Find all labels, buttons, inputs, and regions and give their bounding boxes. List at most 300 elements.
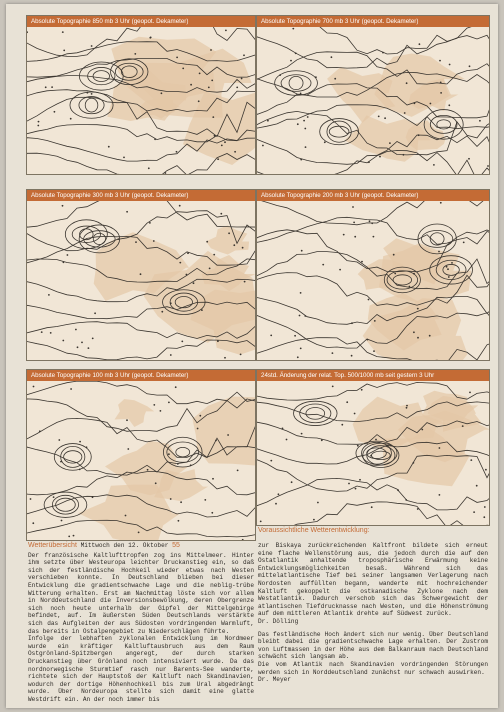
station-marker	[294, 335, 296, 337]
station-marker	[155, 482, 157, 484]
station-marker	[397, 489, 399, 491]
station-marker	[353, 222, 355, 224]
station-marker	[413, 462, 415, 464]
pressure-center-contour	[300, 404, 331, 423]
station-marker	[447, 268, 449, 270]
station-marker	[313, 519, 315, 521]
pressure-center-contour	[44, 492, 87, 517]
station-marker	[417, 308, 419, 310]
station-marker	[406, 405, 408, 407]
station-marker	[305, 146, 307, 148]
station-marker	[297, 123, 299, 125]
station-marker	[291, 481, 293, 483]
forecast-block	[258, 527, 488, 535]
landmass-shape	[206, 226, 249, 255]
station-marker	[242, 247, 244, 249]
station-marker	[468, 158, 470, 160]
station-marker	[62, 205, 64, 207]
station-marker	[197, 428, 199, 430]
station-marker	[206, 241, 208, 243]
overview-day: Mittwoch	[80, 542, 110, 549]
station-marker	[369, 220, 371, 222]
overview-date: 12. Oktober	[128, 542, 169, 549]
station-marker	[179, 205, 181, 207]
station-marker	[304, 315, 306, 317]
station-marker	[242, 539, 244, 540]
pressure-center-contour	[329, 126, 349, 137]
pressure-center-contour	[85, 98, 98, 112]
station-marker	[38, 121, 40, 123]
station-marker	[176, 151, 178, 153]
station-marker	[70, 388, 72, 390]
station-marker	[91, 45, 93, 47]
station-marker	[212, 478, 214, 480]
station-marker	[92, 496, 94, 498]
pressure-center-contour	[327, 121, 351, 142]
station-marker	[30, 498, 32, 500]
station-marker	[351, 322, 353, 324]
station-marker	[79, 441, 81, 443]
station-marker	[393, 254, 395, 256]
overview-paragraph-2: Infolge der lebhaften zyklonalen Entwicklung im Nordmeer wurde ein kräftiger Kaltluftausbruch aus dem Raum Ostgrönland-Spitzbergen angeregt, der durch starken Druckanstieg über Grönland noch intensiviert wurde. Da das nordnorwegische Sturmtief rasch nur Barents-See wanderte, richtete sich der Hauptstoß der Kaltluft nach Skandinavien, wodurch der dortige Höhenhochkeil bis zum Ural abgedrängt wurde. Über Nordeuropa stellte sich damit eine glatte Westdrift ein. An der noch immer bis	[28, 635, 254, 703]
station-marker	[355, 488, 357, 490]
station-marker	[75, 329, 77, 331]
station-marker	[290, 60, 292, 62]
station-marker	[446, 266, 448, 268]
station-marker	[300, 159, 302, 161]
station-marker	[473, 511, 475, 513]
station-marker	[240, 354, 242, 356]
station-marker	[127, 448, 129, 450]
map-850mb	[26, 15, 256, 175]
map-drawing	[257, 381, 489, 525]
station-marker	[448, 104, 450, 106]
station-marker	[438, 251, 440, 253]
station-marker	[384, 117, 386, 119]
station-marker	[332, 386, 334, 388]
station-marker	[32, 522, 34, 524]
station-marker	[279, 74, 281, 76]
forecast-title: Voraussichtliche Wetterentwicklung:	[258, 527, 370, 534]
map-300mb-chart	[27, 201, 255, 360]
station-marker	[220, 213, 222, 215]
station-marker	[190, 84, 192, 86]
station-marker	[361, 261, 363, 263]
station-marker	[149, 37, 151, 39]
station-marker	[406, 407, 408, 409]
station-marker	[126, 211, 128, 213]
station-marker	[300, 348, 302, 350]
station-marker	[429, 335, 431, 337]
station-marker	[418, 134, 420, 136]
overview-column-2	[258, 542, 488, 684]
map-200mb	[256, 189, 490, 361]
station-marker	[440, 82, 442, 84]
station-marker	[108, 146, 110, 148]
station-marker	[217, 340, 219, 342]
station-marker	[161, 92, 163, 94]
station-marker	[449, 64, 451, 66]
station-marker	[469, 65, 471, 67]
station-marker	[469, 392, 471, 394]
station-marker	[237, 470, 239, 472]
station-marker	[275, 503, 277, 505]
station-marker	[48, 294, 50, 296]
station-marker	[301, 250, 303, 252]
station-marker	[324, 141, 326, 143]
station-marker	[241, 78, 243, 80]
station-marker	[371, 506, 373, 508]
station-marker	[282, 428, 284, 430]
station-marker	[270, 335, 272, 337]
pressure-center-contour	[289, 76, 303, 89]
station-marker	[292, 28, 294, 30]
pressure-center-contour	[79, 97, 104, 114]
station-marker	[278, 493, 280, 495]
station-marker	[199, 73, 201, 75]
station-marker	[86, 446, 88, 448]
station-marker	[394, 273, 396, 275]
station-marker	[225, 30, 227, 32]
station-marker	[92, 338, 94, 340]
map-title-100mb: Absolute Topographie 100 mb 3 Uhr (geopot. Dekameter)	[27, 370, 255, 381]
station-marker	[244, 281, 246, 283]
station-marker	[382, 52, 384, 54]
station-marker	[180, 501, 182, 503]
map-title-200mb: Absolute Topographie 200 mb 3 Uhr (geopot. Dekameter)	[257, 190, 489, 201]
overview-title: Wetterübersicht	[28, 542, 77, 549]
station-marker	[368, 299, 370, 301]
station-marker	[346, 401, 348, 403]
station-marker	[135, 241, 137, 243]
station-marker	[54, 111, 56, 113]
station-marker	[343, 234, 345, 236]
station-marker	[227, 434, 229, 436]
station-marker	[448, 276, 450, 278]
station-marker	[228, 232, 230, 234]
station-marker	[463, 242, 465, 244]
station-marker	[421, 429, 423, 431]
station-marker	[153, 404, 155, 406]
station-marker	[204, 499, 206, 501]
pressure-center-contour	[176, 447, 190, 456]
pressure-center-contour	[418, 224, 456, 254]
station-marker	[243, 54, 245, 56]
overview-signature: Dr. Dölling	[258, 617, 299, 625]
station-marker	[375, 439, 377, 441]
station-marker	[321, 439, 323, 441]
station-marker	[414, 102, 416, 104]
map-title-24h-change: 24std. Änderung der relat. Top. 500/1000 mb seit gestern 3 Uhr	[257, 370, 489, 381]
station-marker	[331, 56, 333, 58]
station-marker	[187, 252, 189, 254]
station-marker	[236, 87, 238, 89]
station-marker	[79, 469, 81, 471]
map-700mb-chart	[257, 27, 489, 174]
station-marker	[374, 320, 376, 322]
station-marker	[37, 125, 39, 127]
station-marker	[168, 402, 170, 404]
overview-date-label: den	[113, 542, 125, 549]
station-marker	[233, 244, 235, 246]
station-marker	[413, 273, 415, 275]
station-marker	[299, 315, 301, 317]
station-marker	[300, 292, 302, 294]
map-title-300mb: Absolute Topographie 300 mb 3 Uhr (geopot. Dekameter)	[27, 190, 255, 201]
station-marker	[33, 386, 35, 388]
landmass-shape	[190, 289, 255, 355]
station-marker	[68, 536, 70, 538]
map-850mb-chart	[27, 27, 255, 174]
contour-line	[27, 381, 255, 404]
map-drawing	[257, 201, 489, 360]
station-marker	[405, 499, 407, 501]
station-marker	[168, 453, 170, 455]
pressure-center-contour	[93, 71, 109, 82]
station-marker	[178, 520, 180, 522]
station-marker	[209, 268, 211, 270]
station-marker	[322, 264, 324, 266]
overview-year: 55	[172, 542, 180, 549]
station-marker	[186, 274, 188, 276]
map-drawing	[27, 201, 255, 360]
map-drawing	[257, 27, 489, 174]
station-marker	[60, 461, 62, 463]
station-marker	[315, 76, 317, 78]
station-marker	[354, 413, 356, 415]
station-marker	[176, 57, 178, 59]
station-marker	[371, 222, 373, 224]
station-marker	[361, 389, 363, 391]
station-marker	[307, 116, 309, 118]
forecast-paragraph-2: Die vom Atlantik nach Skandinavien vordringenden Störungen werden sich in Norddeutschland zunächst nur schwach auswirken.	[258, 660, 488, 676]
station-marker	[367, 339, 369, 341]
station-marker	[208, 87, 210, 89]
overview-column-1	[28, 542, 254, 703]
pressure-center-contour	[281, 75, 311, 92]
station-marker	[439, 494, 441, 496]
station-marker	[300, 93, 302, 95]
station-marker	[62, 340, 64, 342]
station-marker	[413, 331, 415, 333]
station-marker	[417, 508, 419, 510]
station-marker	[170, 354, 172, 356]
station-marker	[126, 419, 128, 421]
station-marker	[67, 254, 69, 256]
station-marker	[406, 82, 408, 84]
station-marker	[485, 469, 487, 471]
station-marker	[317, 502, 319, 504]
station-marker	[419, 43, 421, 45]
station-marker	[88, 347, 90, 349]
station-marker	[87, 92, 89, 94]
pressure-center-contour	[70, 92, 113, 118]
station-marker	[70, 118, 72, 120]
station-marker	[154, 138, 156, 140]
station-marker	[61, 520, 63, 522]
station-marker	[373, 236, 375, 238]
overview-paragraph-1: Der französische Kaltlufttropfen zog ins Mittelmeer. Hinter ihm setzte über Westeuropa leichter Druckanstieg ein, so daß sich der festländische Hochkeil wieder etwas nach Westen verschieben konnte. In Deutschland blieben bei dieser Entwicklung die gradientschwache Lage und die neblig-trübe Witterung erhalten. Erst am Nachmittag löste sich vor allem in Norddeutschland die Inversionsbewölkung, deren Obergrenze sich noch heute unterhalb der Gipfel der Mittelgebirge befindet, auf. Im äußersten Süden Deutschlands verstärkte sich das Aufgleiten der aus Südosten vordringenden Warmluft, das bereits in Ostalpengebiet zu Niederschlägen führte.	[28, 551, 254, 635]
station-marker	[77, 346, 79, 348]
station-marker	[161, 311, 163, 313]
station-marker	[147, 469, 149, 471]
station-marker	[359, 479, 361, 481]
map-700mb	[256, 15, 490, 175]
map-drawing	[27, 381, 255, 540]
station-marker	[58, 439, 60, 441]
station-marker	[73, 535, 75, 537]
station-marker	[123, 157, 125, 159]
station-marker	[51, 86, 53, 88]
station-marker	[352, 206, 354, 208]
station-marker	[179, 262, 181, 264]
station-marker	[213, 254, 215, 256]
station-marker	[201, 309, 203, 311]
pressure-center-contour	[437, 120, 451, 129]
pressure-center-contour	[430, 233, 444, 245]
station-marker	[224, 141, 226, 143]
station-marker	[332, 352, 334, 354]
station-marker	[262, 145, 264, 147]
station-marker	[379, 156, 381, 158]
station-marker	[210, 49, 212, 51]
station-marker	[160, 410, 162, 412]
station-marker	[301, 433, 303, 435]
station-marker	[175, 386, 177, 388]
map-24h-change	[256, 369, 490, 526]
station-marker	[214, 135, 216, 137]
station-marker	[63, 261, 65, 263]
station-marker	[170, 498, 172, 500]
contour-line	[257, 502, 489, 525]
station-marker	[190, 464, 192, 466]
station-marker	[149, 222, 151, 224]
station-marker	[470, 459, 472, 461]
map-drawing	[27, 27, 255, 174]
map-200mb-chart	[257, 201, 489, 360]
station-marker	[439, 447, 441, 449]
station-marker	[484, 506, 486, 508]
station-marker	[117, 238, 119, 240]
forecast-paragraph-1: Das festländische Hoch ändert sich nur wenig. Über Deutschland bleibt dabei die gradientschwache Lage erhalten. Der Zustrom von Luftmassen in der Höhe aus dem Balkanraum nach Deutschland schwächt sich langsam ab.	[258, 630, 488, 661]
station-marker	[439, 60, 441, 62]
station-marker	[177, 463, 179, 465]
station-marker	[297, 356, 299, 358]
station-marker	[198, 100, 200, 102]
station-marker	[368, 161, 370, 163]
station-marker	[440, 202, 442, 204]
station-marker	[357, 445, 359, 447]
station-marker	[462, 425, 464, 427]
station-marker	[370, 455, 372, 457]
contour-line	[27, 153, 255, 174]
station-marker	[81, 342, 83, 344]
document-page	[6, 4, 498, 708]
station-marker	[417, 337, 419, 339]
station-marker	[451, 262, 453, 264]
map-title-700mb: Absolute Topographie 700 mb 3 Uhr (geopot. Dekameter)	[257, 16, 489, 27]
station-marker	[341, 424, 343, 426]
station-marker	[303, 120, 305, 122]
map-100mb	[26, 369, 256, 541]
station-marker	[304, 128, 306, 130]
station-marker	[433, 164, 435, 166]
station-marker	[170, 302, 172, 304]
station-marker	[339, 269, 341, 271]
station-marker	[270, 460, 272, 462]
station-marker	[217, 158, 219, 160]
station-marker	[148, 167, 150, 169]
map-100mb-chart	[27, 381, 255, 540]
station-marker	[153, 240, 155, 242]
station-marker	[430, 103, 432, 105]
station-marker	[403, 154, 405, 156]
station-marker	[267, 120, 269, 122]
station-marker	[140, 273, 142, 275]
station-marker	[39, 430, 41, 432]
station-marker	[476, 485, 478, 487]
station-marker	[224, 357, 226, 359]
station-marker	[62, 31, 64, 33]
pressure-center-contour	[61, 446, 85, 467]
station-marker	[378, 116, 380, 118]
station-marker	[354, 236, 356, 238]
station-marker	[221, 145, 223, 147]
station-marker	[373, 350, 375, 352]
station-marker	[483, 516, 485, 518]
map-300mb	[26, 189, 256, 361]
station-marker	[286, 439, 288, 441]
station-marker	[91, 93, 93, 95]
landmass-shape	[115, 399, 155, 427]
forecast-signature: Dr. Meyer	[258, 676, 291, 684]
map-title-850mb: Absolute Topographie 850 mb 3 Uhr (geopot. Dekameter)	[27, 16, 255, 27]
station-marker	[351, 355, 353, 357]
map-24h-change-chart	[257, 381, 489, 525]
station-marker	[389, 142, 391, 144]
station-marker	[165, 172, 167, 174]
station-marker	[260, 521, 262, 523]
pressure-center-contour	[306, 407, 325, 419]
station-marker	[211, 512, 213, 514]
station-marker	[404, 112, 406, 114]
station-marker	[181, 341, 183, 343]
station-marker	[138, 532, 140, 534]
station-marker	[212, 116, 214, 118]
overview-paragraph-3: zur Biskaya zurückreichenden Kaltfront bildete sich erneut eine flache Wellenstörung aus, die jedoch durch die auf den Ostatlantik anhaltende troposphärische Erwärmung keine Entwicklungsmöglichkeiten besaß. Während sich das mittelatlantische Tief bei seiner langsamen Verlagerung nach Nordosten auffüllten begann, wanderte mit hochreichender Kaltluft gekoppelt die ostkanadische Zyklone nach dem Westatlantik. Dadurch verschob sich das Schwergewicht der atlantischen Tiefdrucknasse nach Westen, und die Höhenströmung auf dem mittleren Atlantik drehte auf Südwest zurück.	[258, 542, 488, 618]
station-marker	[295, 52, 297, 54]
station-marker	[94, 312, 96, 314]
station-marker	[440, 92, 442, 94]
contour-line	[257, 201, 489, 225]
station-marker	[409, 286, 411, 288]
station-marker	[134, 53, 136, 55]
station-marker	[215, 440, 217, 442]
station-marker	[211, 80, 213, 82]
station-marker	[53, 496, 55, 498]
station-marker	[348, 483, 350, 485]
station-marker	[63, 50, 65, 52]
station-marker	[41, 331, 43, 333]
station-marker	[182, 68, 184, 70]
station-marker	[479, 120, 481, 122]
station-marker	[487, 165, 489, 167]
station-marker	[45, 86, 47, 88]
station-marker	[234, 151, 236, 153]
station-marker	[27, 31, 28, 33]
station-marker	[125, 515, 127, 517]
station-marker	[199, 415, 201, 417]
